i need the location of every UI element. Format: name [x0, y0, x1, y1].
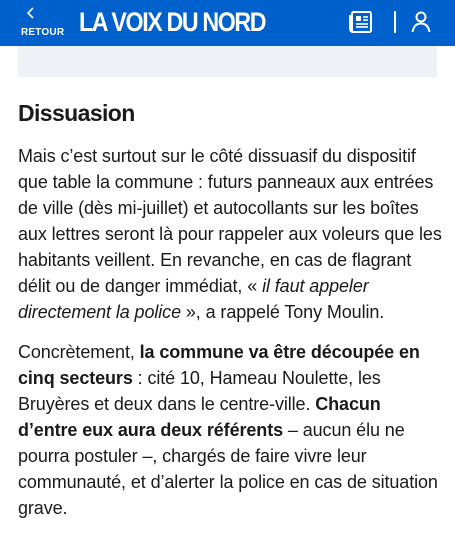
newspaper-icon[interactable]	[348, 10, 374, 34]
site-logo[interactable]: LA VOIX DU NORD	[79, 7, 266, 37]
article-paragraph	[18, 143, 443, 325]
header-divider	[394, 11, 396, 33]
user-icon[interactable]	[410, 10, 432, 34]
paragraph-text: Concrètement,	[18, 342, 140, 362]
back-button[interactable]	[20, 5, 70, 41]
paragraph-text: – aucun élu ne pourra postuler –, chargés de faire vivre leur communauté, et d’alerter la police en cas de situation grave.	[18, 420, 438, 518]
chevron-left-icon	[25, 7, 37, 19]
paragraph-text: : cité 10, Hameau Noulette, les Bruyères et deux dans le centre-ville.	[18, 368, 381, 414]
bold-text: la commune va être découpée en cinq secteurs	[18, 342, 420, 388]
section-heading: Dissuasion	[18, 100, 135, 126]
bold-text: Chacun d’entre eux aura deux référents	[18, 394, 381, 440]
article-paragraph	[18, 339, 443, 521]
article-body	[18, 96, 443, 521]
back-label: RETOUR	[21, 27, 65, 38]
content-placeholder-block	[18, 46, 437, 77]
paragraph-text: Mais c’est surtout sur le côté dissuasif du dispositif que table la commune : futurs panneaux aux entrées de ville (dès mi-juillet) et autocollants sur les boîtes aux lettres seront là pour rappeler aux voleurs que les habitants veillent. En revanche, en cas de flagrant délit ou de danger immédiat, «	[18, 146, 442, 296]
quote-text: il faut appeler directement la police	[18, 276, 369, 322]
top-bar	[0, 0, 455, 46]
paragraph-text: », a rappelé Tony Moulin.	[181, 302, 385, 322]
